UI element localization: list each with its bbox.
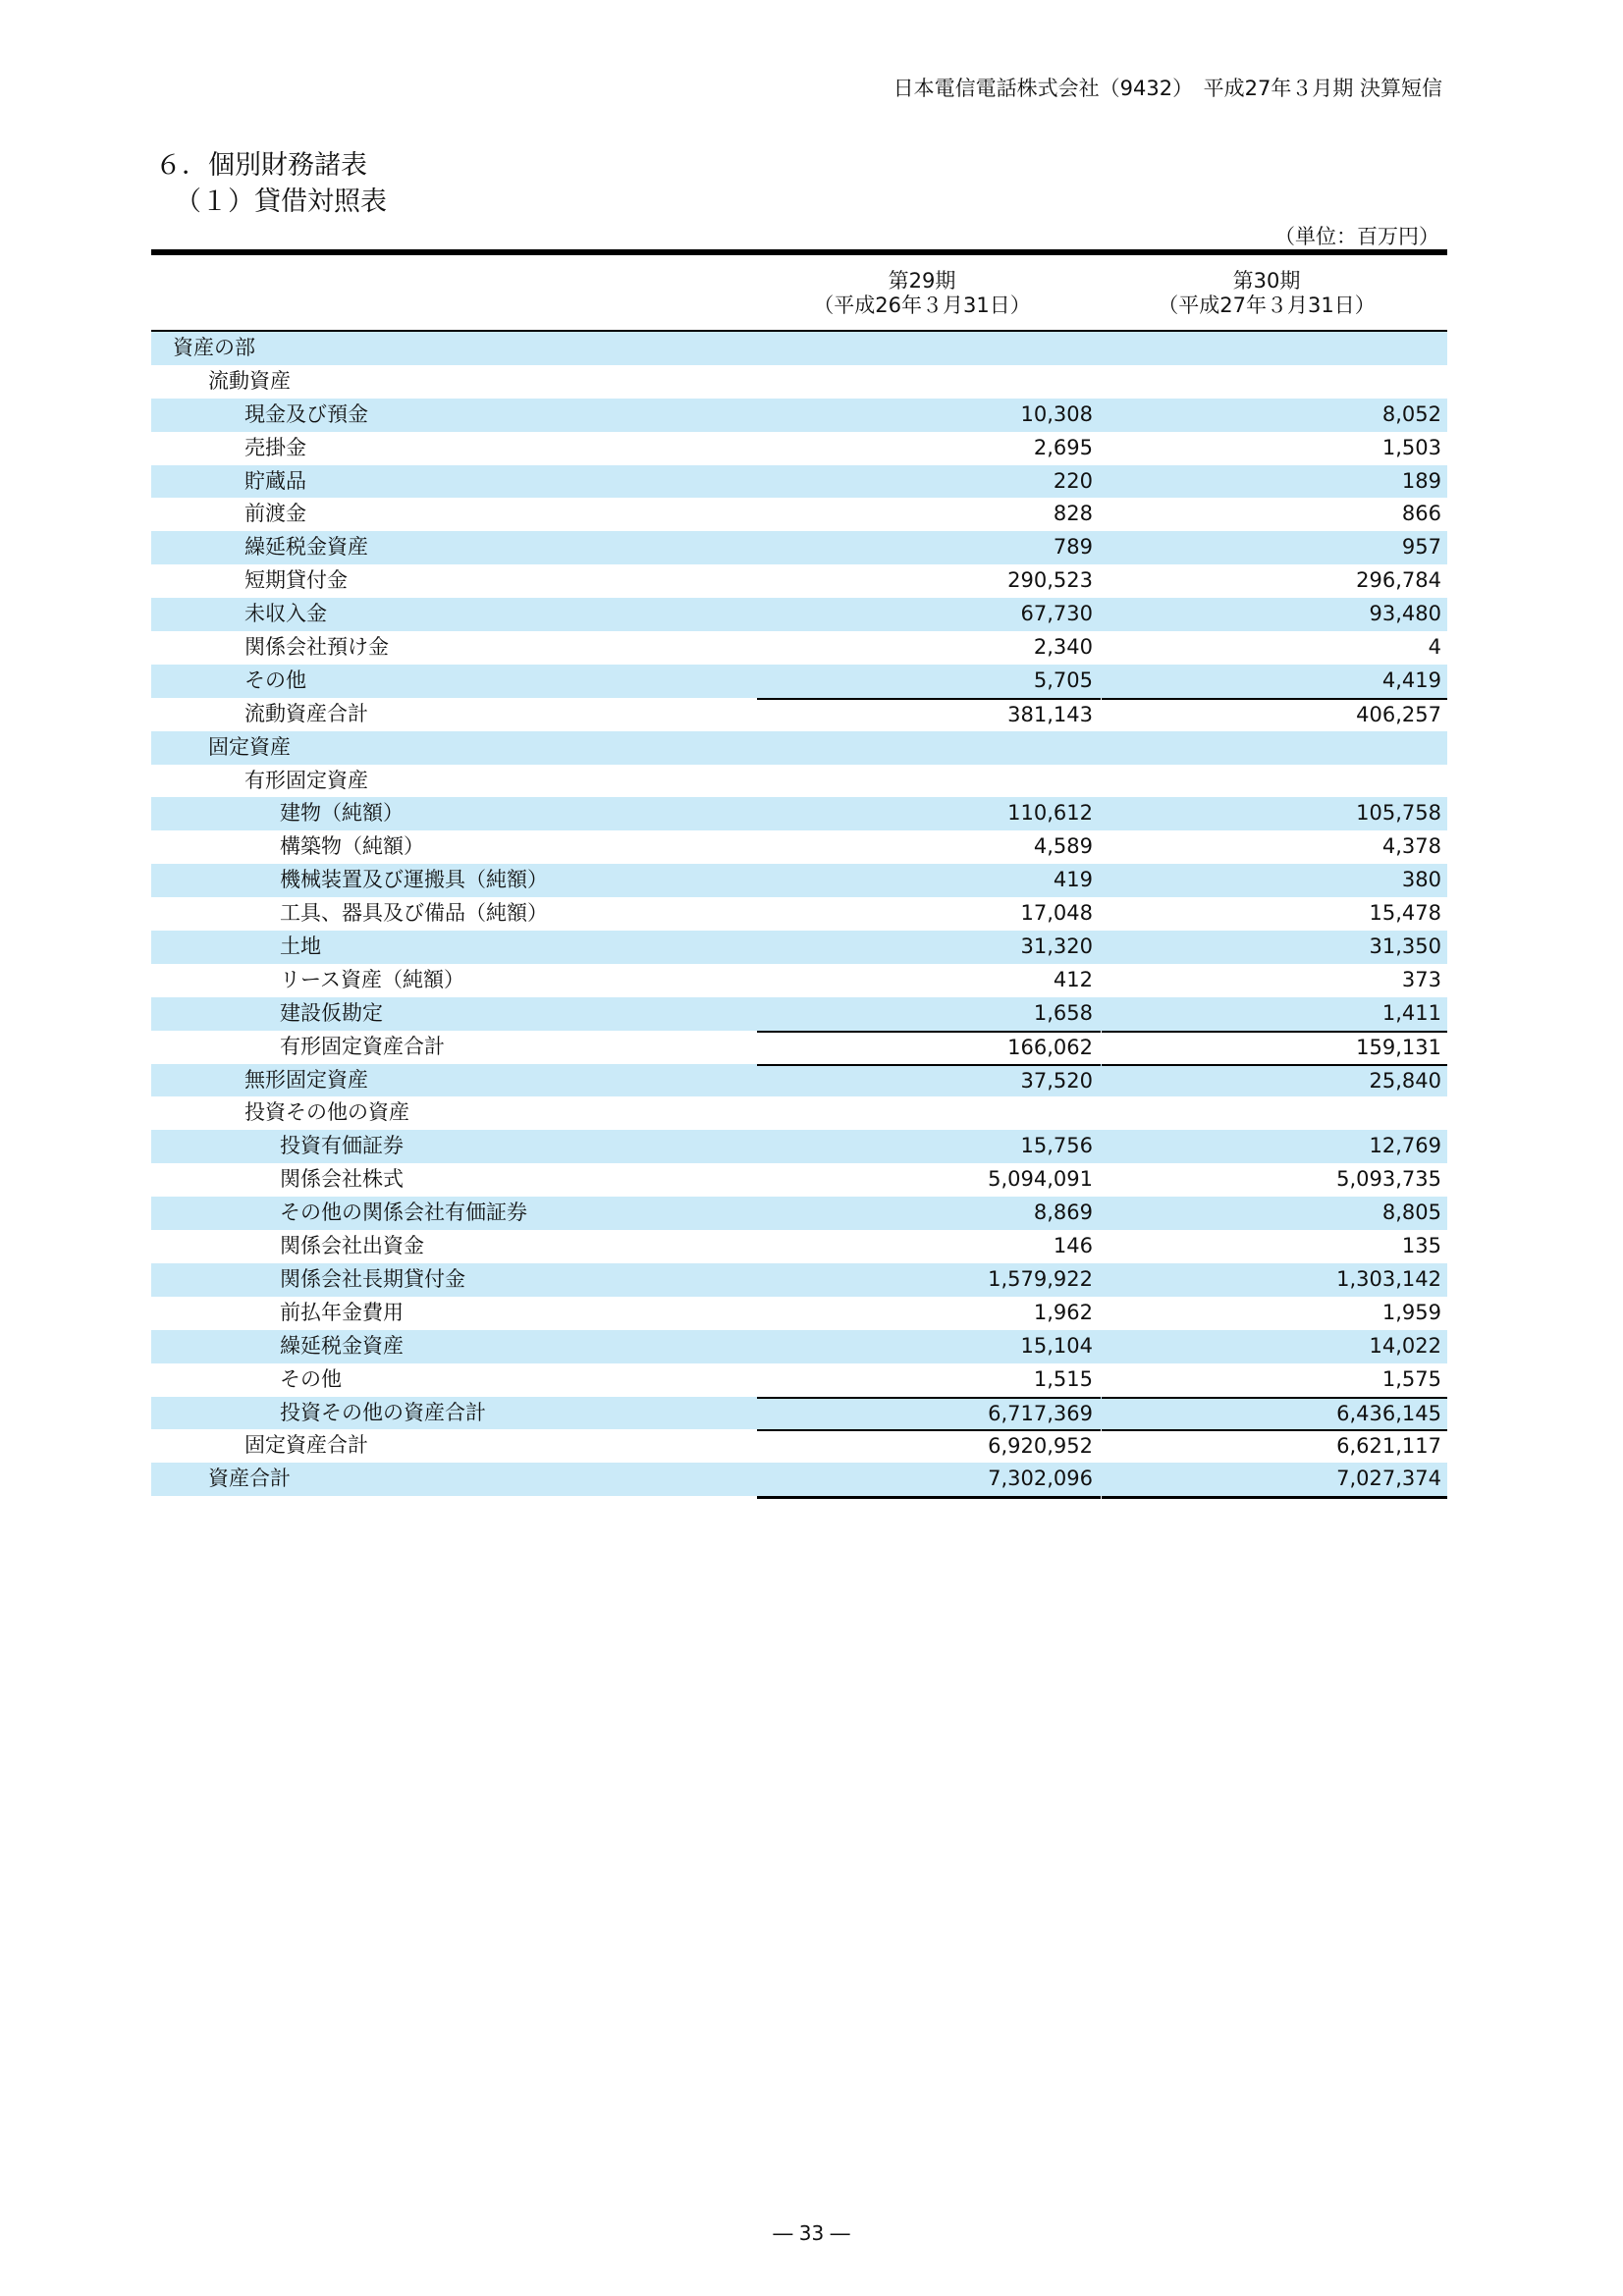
row-label: 建物（純額） [280, 801, 404, 826]
value-prior-period: 381,143 [757, 698, 1101, 730]
table-row [151, 731, 1447, 765]
table-row [151, 1363, 1447, 1397]
column-header-row [151, 255, 1447, 332]
value-prior-period: 1,658 [1033, 1000, 1093, 1025]
value-current-period: 93,480 [1369, 602, 1441, 626]
row-label: 現金及び預金 [244, 401, 368, 426]
row-label: リース資産（純額） [280, 967, 464, 991]
value-current-period: 159,131 [1102, 1031, 1447, 1063]
row-label: 前払年金費用 [280, 1300, 404, 1324]
table-row [151, 964, 1447, 997]
value-prior-period: 17,048 [1020, 901, 1093, 926]
row-label: 土地 [280, 934, 321, 959]
value-prior-period: 67,730 [1020, 602, 1093, 626]
balance-sheet-table [151, 249, 1447, 1496]
value-current-period: 14,022 [1369, 1333, 1441, 1358]
table-row [151, 1463, 1447, 1496]
value-current-period: 25,840 [1102, 1064, 1447, 1096]
table-row [151, 498, 1447, 531]
page-number: ― 33 ― [773, 2221, 850, 2245]
table-row [151, 665, 1447, 698]
value-current-period: 8,805 [1381, 1201, 1441, 1225]
table-row [151, 332, 1447, 365]
table-row [151, 1297, 1447, 1330]
row-label: その他 [280, 1366, 342, 1391]
value-prior-period: 789 [1053, 535, 1093, 560]
row-label: 資産の部 [173, 336, 255, 359]
row-label: 資産合計 [208, 1467, 291, 1491]
table-row [151, 598, 1447, 631]
value-current-period: 135 [1401, 1234, 1441, 1258]
row-label: 前渡金 [244, 502, 306, 526]
row-label: 投資その他の資産 [244, 1100, 409, 1125]
value-prior-period: 166,062 [757, 1031, 1101, 1063]
value-current-period: 1,959 [1381, 1300, 1441, 1324]
value-prior-period: 7,302,096 [757, 1463, 1101, 1499]
value-current-period: 4,378 [1381, 834, 1441, 859]
value-current-period: 12,769 [1369, 1134, 1441, 1158]
subsection-title: （１）貸借対照表 [175, 187, 387, 217]
table-row [151, 698, 1447, 731]
row-label: 関係会社預け金 [244, 635, 389, 660]
value-prior-period: 110,612 [1007, 801, 1093, 826]
table-row [151, 365, 1447, 399]
value-prior-period: 4,589 [1033, 834, 1093, 859]
value-prior-period: 2,340 [1033, 635, 1093, 660]
table-row [151, 1429, 1447, 1463]
table-row [151, 1163, 1447, 1197]
table-row [151, 465, 1447, 499]
row-label: 短期貸付金 [244, 568, 348, 593]
value-prior-period: 1,579,922 [988, 1266, 1093, 1291]
value-prior-period: 2,695 [1033, 435, 1093, 459]
table-row [151, 631, 1447, 665]
row-label: 有形固定資産 [244, 768, 368, 792]
value-current-period: 957 [1401, 535, 1441, 560]
table-row [151, 1197, 1447, 1230]
row-label: 関係会社長期貸付金 [280, 1266, 465, 1291]
table-row [151, 432, 1447, 465]
table-row [151, 1031, 1447, 1064]
table-row [151, 1330, 1447, 1363]
value-current-period: 189 [1401, 468, 1441, 493]
value-current-period: 1,575 [1381, 1366, 1441, 1391]
value-current-period: 4 [1428, 635, 1441, 660]
value-current-period: 31,350 [1369, 934, 1441, 959]
section-title: ６．個別財務諸表 [155, 150, 367, 181]
document-header: 日本電信電話株式会社（9432） 平成27年３月期 決算短信 [893, 77, 1442, 100]
value-prior-period: 31,320 [1020, 934, 1093, 959]
value-current-period: 8,052 [1381, 401, 1441, 426]
value-prior-period: 290,523 [1007, 568, 1093, 593]
value-prior-period: 6,920,952 [757, 1429, 1101, 1462]
table-row [151, 864, 1447, 897]
table-row [151, 531, 1447, 564]
row-label: 関係会社出資金 [280, 1234, 424, 1258]
value-prior-period: 6,717,369 [757, 1397, 1101, 1429]
column-period: 第30期 [1232, 269, 1301, 293]
row-label: 貯蔵品 [244, 468, 306, 493]
value-current-period: 1,303,142 [1336, 1266, 1441, 1291]
row-label: 繰延税金資産 [244, 535, 368, 560]
column-header-prior [760, 269, 1084, 318]
value-prior-period: 412 [1053, 967, 1093, 991]
value-prior-period: 15,104 [1020, 1333, 1093, 1358]
row-label: 流動資産合計 [244, 701, 368, 725]
value-prior-period: 5,705 [1033, 667, 1093, 692]
table-row [151, 830, 1447, 864]
table-row [151, 1230, 1447, 1263]
value-current-period: 6,621,117 [1102, 1429, 1447, 1462]
value-current-period: 5,093,735 [1336, 1167, 1441, 1192]
table-row [151, 897, 1447, 931]
value-prior-period: 37,520 [757, 1064, 1101, 1096]
value-prior-period: 8,869 [1033, 1201, 1093, 1225]
column-date: （平成26年３月31日） [813, 294, 1031, 317]
value-current-period: 4,419 [1381, 667, 1441, 692]
value-prior-period: 220 [1053, 468, 1093, 493]
column-header-current [1105, 269, 1429, 318]
table-row [151, 1130, 1447, 1163]
value-current-period: 6,436,145 [1102, 1397, 1447, 1429]
row-label: 未収入金 [244, 602, 327, 626]
row-label: 構築物（純額） [280, 834, 424, 859]
table-row [151, 399, 1447, 432]
row-label: 固定資産合計 [244, 1433, 368, 1458]
value-current-period: 1,503 [1381, 435, 1441, 459]
value-prior-period: 419 [1053, 868, 1093, 892]
value-current-period: 15,478 [1369, 901, 1441, 926]
value-current-period: 380 [1401, 868, 1441, 892]
row-label: 有形固定資産合計 [280, 1034, 445, 1058]
row-label: 流動資産 [208, 368, 291, 393]
column-period: 第29期 [888, 269, 956, 293]
value-prior-period: 5,094,091 [988, 1167, 1093, 1192]
row-label: 投資その他の資産合計 [280, 1400, 486, 1424]
value-prior-period: 1,515 [1033, 1366, 1093, 1391]
row-label: その他の関係会社有価証券 [280, 1201, 527, 1225]
table-body [151, 332, 1447, 1496]
row-label: 関係会社株式 [280, 1167, 404, 1192]
row-label: その他 [244, 667, 306, 692]
table-row [151, 797, 1447, 830]
row-label: 繰延税金資産 [280, 1333, 404, 1358]
column-date: （平成27年３月31日） [1158, 294, 1376, 317]
value-current-period: 1,411 [1381, 1000, 1441, 1025]
row-label: 投資有価証券 [280, 1134, 404, 1158]
value-current-period: 7,027,374 [1102, 1463, 1447, 1499]
row-label: 建設仮勘定 [280, 1000, 383, 1025]
value-current-period: 296,784 [1356, 568, 1441, 593]
table-row [151, 1096, 1447, 1130]
table-row [151, 564, 1447, 598]
table-row [151, 1397, 1447, 1430]
table-row [151, 997, 1447, 1031]
value-current-period: 866 [1401, 502, 1441, 526]
table-row [151, 1263, 1447, 1297]
value-prior-period: 828 [1053, 502, 1093, 526]
row-label: 無形固定資産 [244, 1067, 368, 1092]
value-prior-period: 1,962 [1033, 1300, 1093, 1324]
value-prior-period: 15,756 [1020, 1134, 1093, 1158]
row-label: 工具、器具及び備品（純額） [280, 901, 548, 926]
unit-note: （単位：百万円） [1274, 225, 1439, 248]
table-row [151, 1064, 1447, 1097]
table-row [151, 931, 1447, 964]
value-current-period: 373 [1401, 967, 1441, 991]
row-label: 売掛金 [244, 435, 306, 459]
value-prior-period: 10,308 [1020, 401, 1093, 426]
value-current-period: 406,257 [1102, 698, 1447, 730]
value-current-period: 105,758 [1356, 801, 1441, 826]
value-prior-period: 146 [1053, 1234, 1093, 1258]
row-label: 機械装置及び運搬具（純額） [280, 868, 548, 892]
table-row [151, 765, 1447, 798]
row-label: 固定資産 [208, 734, 291, 759]
